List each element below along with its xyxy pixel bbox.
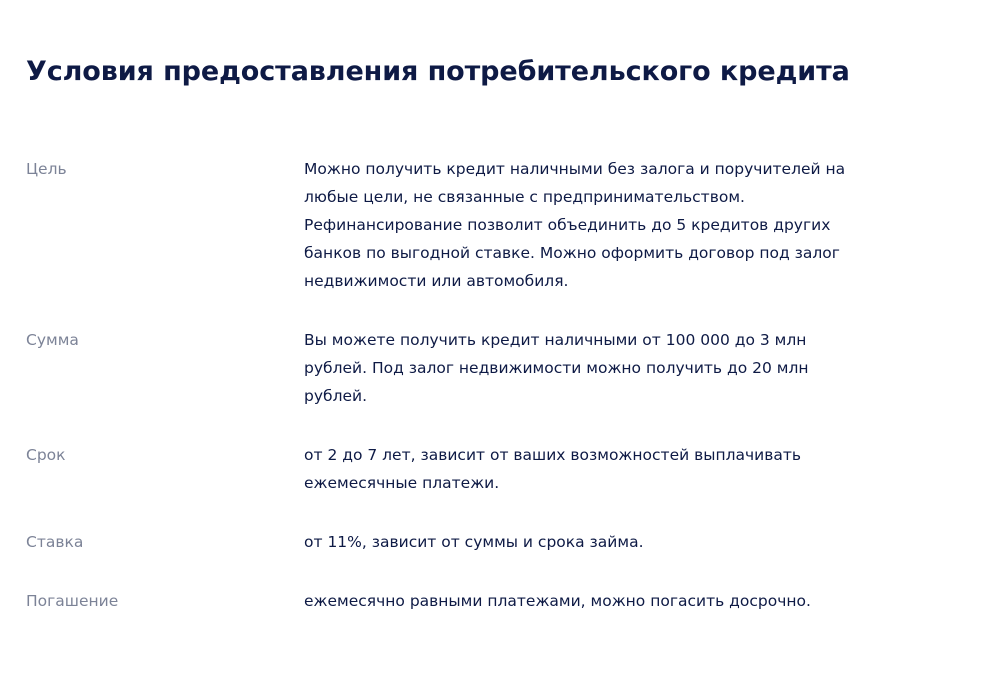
term-label-goal: Цель: [26, 160, 67, 178]
term-label-rate: Ставка: [26, 533, 84, 551]
page-title: Условия предоставления потребительского кредита: [26, 56, 850, 87]
term-label-amount: Сумма: [26, 331, 79, 349]
term-row-amount: [26, 326, 966, 410]
terms-list: [26, 155, 966, 615]
term-row-repayment: [26, 587, 966, 615]
term-value-rate: от 11%, зависит от суммы и срока займа.: [304, 533, 644, 551]
term-value-goal: Можно получить кредит наличными без залога и поручителей на любые цели, не связанные с предпринимательством. Рефинансирование позволит объединить до 5 кредитов других банков по выгодной ставке. Можно оформить договор под залог недвижимости или автомобиля.: [304, 160, 846, 290]
term-value-repayment: ежемесячно равными платежами, можно погасить досрочно.: [304, 592, 811, 610]
term-row-duration: [26, 441, 966, 497]
term-label-duration: Срок: [26, 446, 66, 464]
term-value-amount: Вы можете получить кредит наличными от 100 000 до 3 млн рублей. Под залог недвижимости можно получить до 20 млн рублей.: [304, 331, 809, 405]
term-row-rate: [26, 528, 966, 556]
term-value-duration: от 2 до 7 лет, зависит от ваших возможностей выплачивать ежемесячные платежи.: [304, 446, 802, 492]
term-label-repayment: Погашение: [26, 592, 119, 610]
term-row-goal: [26, 155, 966, 295]
